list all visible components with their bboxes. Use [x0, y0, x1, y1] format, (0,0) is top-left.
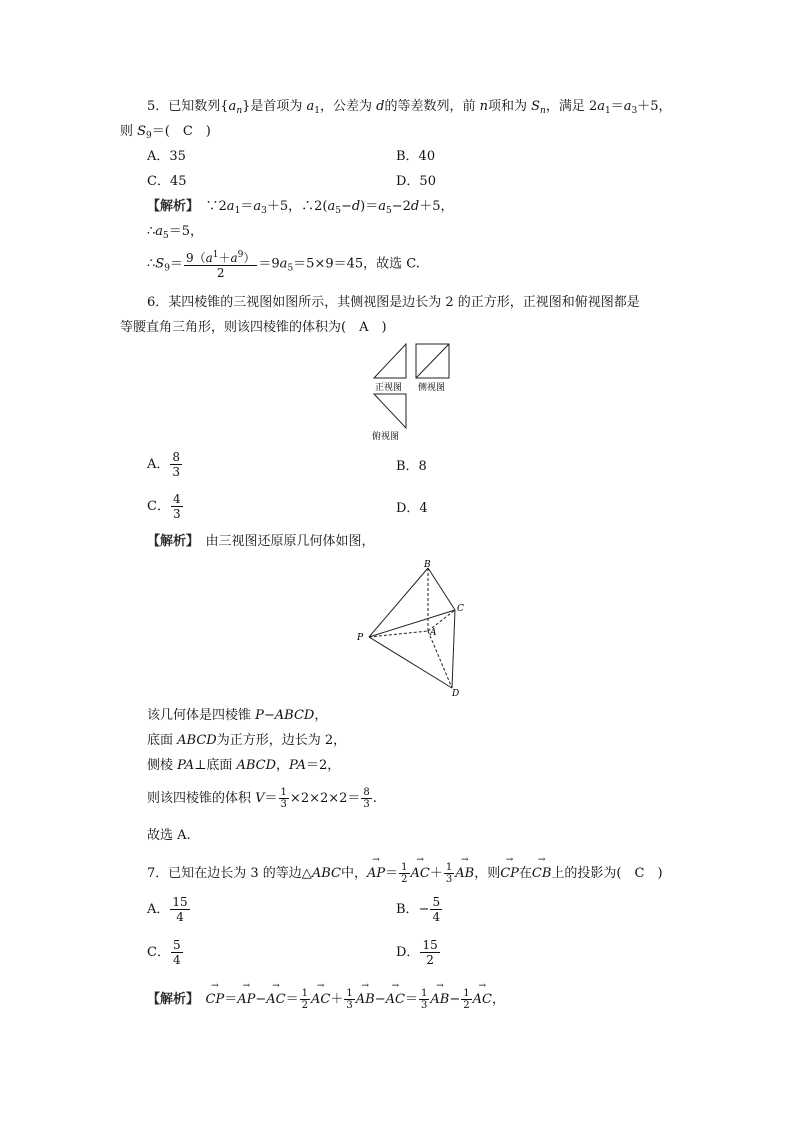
q6-analysis-tag: 【解析】 [147, 534, 193, 549]
front-view-label: 正视图 [375, 383, 403, 393]
top-view-label: 俯视图 [372, 432, 400, 442]
q6-line4: 则该四棱锥的体积 V＝ $\frac{1}{3}$ ×2×2×2＝ $\frac{8}{3}$ . [147, 787, 377, 810]
q6-option-a: A． $\frac{8}{3}$ [147, 450, 181, 479]
pyramid-figure [352, 558, 482, 700]
q5-option-d: D．50 [396, 174, 436, 189]
q5-option-a: A．35 [147, 149, 186, 164]
vertex-p-label: P [357, 633, 364, 643]
q6-analysis-line [147, 534, 375, 550]
q5-analysis-tag: 【解析】 [147, 199, 193, 214]
q6-line3: 侧棱 PA⊥底面 ABCD，PA＝2， [147, 758, 341, 773]
vertex-d-label: D [452, 689, 460, 699]
q7-analysis-line: 【解析】 → CP＝→ AP−→ AC＝ $\frac{1}{2}$ → AC＋ $\frac{1}{3}$ → AB−→ AC＝ $\frac{1}{3}$ → AB− $\frac{1}{2}$ → AC， [147, 988, 505, 1011]
three-view-figure [366, 338, 486, 444]
front-view-triangle [374, 344, 406, 378]
q5-option-c: C．45 [147, 174, 187, 189]
q7-stem: 7．已知在边长为 3 的等边△ABC中，→ AP＝ $\frac{1}{2}$ → AC＋ $\frac{1}{3}$ → AB，则→ CP在→ CB上的投影为( C ) [147, 862, 663, 885]
q6-stem-line2: 等腰直角三角形，则该四棱锥的体积为( A ) [120, 320, 387, 335]
q6-stem-line1: 6．某四棱锥的三视图如图所示，其侧视图是边长为 2 的正方形，正视图和俯视图都是 [147, 295, 640, 310]
q5-analysis-line1: 【解析】 $\because 2a_1=a_3+5$，$\therefore 2(a_5-d)=a_5-2d+5$， [147, 199, 454, 216]
q5-stem-line2: 则 $S_9=$( C ) [120, 124, 211, 141]
vertex-c-label: C [457, 604, 464, 614]
q6-option-c: C． $\frac{4}{3}$ [147, 492, 181, 521]
side-view-diagonal [416, 344, 449, 378]
q5-option-b: B．40 [396, 149, 436, 164]
q6-line1: 该几何体是四棱锥 P−ABCD， [147, 708, 328, 723]
q7-option-b: B．− $\frac{5}{4}$ [396, 895, 441, 924]
q6-line2: 底面 ABCD为正方形，边长为 2， [147, 733, 347, 748]
q5-stem-line1: 5．已知数列$\{a_n\}$是首项为 $a_1$，公差为 d的等差数列，前 n项和为 $S_n$，满足 $2a_1=a_3+5$， [147, 99, 672, 116]
q5-analysis-line3: $\therefore S_9=$ $\frac{9(a^1+a^9)}{2}$ $=9a_5=5\times 9=45$，故选 C. [147, 250, 420, 280]
top-view-triangle [374, 394, 406, 428]
q7-option-d: D． $\frac{15}{2}$ [396, 938, 438, 967]
vertex-a-label: A [430, 628, 437, 638]
q5-analysis-line2: $\therefore a_5=5$， [147, 224, 204, 241]
vertex-b-label: B [424, 560, 431, 570]
q6-option-d: D．4 [396, 501, 428, 516]
q7-analysis-tag: 【解析】 [147, 992, 193, 1007]
side-view-label: 侧视图 [418, 383, 446, 393]
q7-option-c: C． $\frac{5}{4}$ [147, 938, 181, 967]
q6-line5: 故选 A. [147, 828, 191, 843]
q6-option-b: B．8 [396, 459, 427, 474]
q6-analysis-intro: 由三视图还原原几何体如图， [205, 534, 375, 549]
q7-option-a: A． $\frac{15}{4}$ [147, 895, 188, 924]
